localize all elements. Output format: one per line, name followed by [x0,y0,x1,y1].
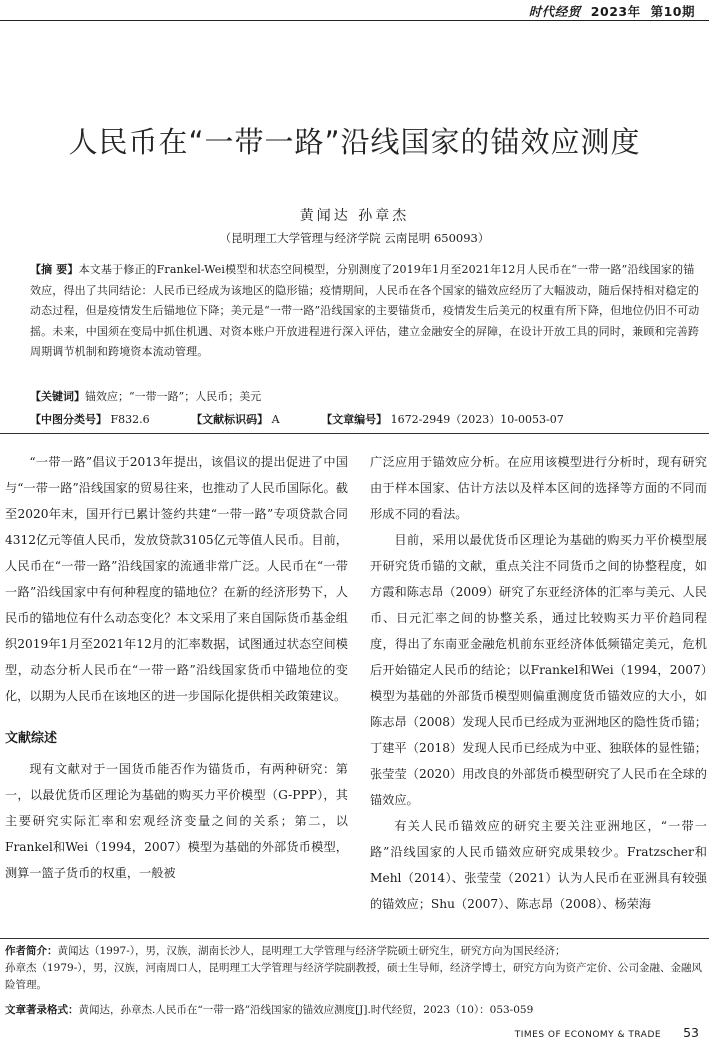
body-left-column [5,449,348,886]
body-paragraph: 有关人民币锚效应的研究主要关注亚洲地区，“一带一路”沿线国家的人民币锚效应研究成果较少。Fratzscher和Mehl（2014）、张莹莹（2021）认为人民币在亚洲具有较强的锚效应；Shu（2007）、陈志昂（2008）、杨荣海 [370,819,707,911]
author-footnote [5,943,705,994]
header-rule [0,20,709,21]
abstract-divider [0,433,709,434]
keywords [30,388,700,404]
section-heading: 文献综述 [5,731,58,746]
citation-label: 文章著录格式： [5,1004,79,1016]
abstract [30,260,700,363]
page-footer [515,1022,699,1041]
journal-name: TIMES OF ECONOMY & TRADE [514,1030,662,1040]
classification-line [30,411,700,427]
doc-code-value: A [271,413,280,426]
body-right-column [370,449,707,917]
keywords-text: 锚效应；“一带一路”；人民币；美元 [85,390,262,403]
abstract-label: 【摘 要】 [30,263,79,276]
article-number-label: 【文章编号】 [321,413,388,426]
author-affiliation: （昆明理工大学管理与经济学院 云南昆明 650093） [219,231,490,245]
citation-text: 黄闻达，孙章杰.人民币在“一带一路”沿线国家的锚效应测度[J].时代经贸，2023（10）：053-059 [78,1004,534,1016]
running-header [0,0,709,22]
body-paragraph: 现有文献对于一国货币能否作为锚货币，有两种研究：第一，以最优货币区理论为基础的购买力平价模型（G-PPP），其主要研究实际汇率和宏观经济变量之间的关系；第二，以Frankel和Wei（1994，2007）模型为基础的外部货币模型，测算一篮子货币的权重，一般被 [5,762,348,880]
body-paragraph: 目前，采用以最优货币区理论为基础的购买力平价模型展开研究货币锚的文献，重点关注不同货币之间的协整程度，如方霞和陈志昂（2009）研究了东亚经济体的汇率与美元、人民币、日元汇率之间的协整关系，通过比较购买力平价趋同程度，得出了东南亚金融危机前东亚经济体低频锚定美元，危机后开始锚定人民币的结论；以Frankel和Wei（1994，2007）模型为基础的外部货币模型则偏重测度货币锚效应的大小，如陈志昂（2008）发现人民币已经成为亚洲地区的隐性货币锚；丁建平（2018）发现人民币已经成为中亚、独联体的显性锚；张莹莹（2020）用改良的外部货币模型研究了人民币在全球的锚效应。 [370,533,707,807]
abstract-text: 本文基于修正的Frankel-Wei模型和状态空间模型，分别测度了2019年1月至2021年12月人民币在“一带一路”沿线国家的锚效应，得出了共同结论：人民币已经成为该地区的隐形锚；疫情期间，人民币在各个国家的锚效应经历了大幅波动，随后保持相对稳定的动态过程，但是疫情发生后锚地位下降；美元是“一带一路”沿线国家的主要锚货币，疫情发生后美元的权重有所下降，但地位仍旧不可动摇。未来，中国须在变局中抓住机遇、对资本账户开放进程进行深入评估，建立金融安全的屏障，在设计开放工具的同时，兼顾和完善跨周期调节机制和跨境资本流动管理。 [30,263,700,358]
header-text [529,2,695,20]
clc-value: F832.6 [110,413,150,426]
citation-format [5,1002,705,1017]
page-number: 53 [683,1025,699,1040]
article-number-value: 1672-2949（2023）10-0053-07 [390,413,564,426]
magazine-name: 时代经贸 [528,4,581,19]
keywords-label: 【关键词】 [30,390,85,403]
article-authors: 黄闻达 孙章杰 [299,208,410,224]
author2-bio: 孙章杰（1979-），男，汉族，河南周口人，昆明理工大学管理与经济学院副教授，硕士生导师，经济学博士，研究方向为资产定价、公司金融、金融风险管理。 [5,962,703,991]
issue-year: 2023年 [590,4,641,19]
clc-label: 【中图分类号】 [30,413,107,426]
intro-paragraph: “一带一路”倡议于2013年提出，该倡议的提出促进了中国与“一带一路”沿线国家的贸易往来，也推动了人民币国际化。截至2020年末，国开行已累计签约共建“一带一路”专项贷款合同4312亿元等值人民币，发放贷款3105亿元等值人民币。目前，人民币在“一带一路”沿线国家的流通非常广泛。人民币在“一带一路”沿线国家中有何种程度的锚地位？在新的经济形势下，人民币的锚地位有什么动态变化？本文采用了来自国际货币基金组织2019年1月至2021年12月的汇率数据，试图通过状态空间模型，动态分析人民币在“一带一路”沿线国家货币中锚地位的变化，以期为人民币在该地区的进一步国际化提供相关政策建议。 [5,455,348,703]
article-title: 人民币在“一带一路”沿线国家的锚效应测度 [68,125,641,159]
author1-bio: 黄闻达（1997-），男，汉族，湖南长沙人，昆明理工大学管理与经济学院硕士研究生，研究方向为国民经济； [57,945,566,957]
body-paragraph: 广泛应用于锚效应分析。在应用该模型进行分析时，现有研究由于样本国家、估计方法以及样本区间的选择等方面的不同而形成不同的看法。 [370,455,707,521]
issue-number: 第10期 [650,4,695,19]
footnote-divider [0,938,709,939]
doc-code-label: 【文献标识码】 [191,413,269,426]
footnote-label: 作者简介： [5,945,58,957]
